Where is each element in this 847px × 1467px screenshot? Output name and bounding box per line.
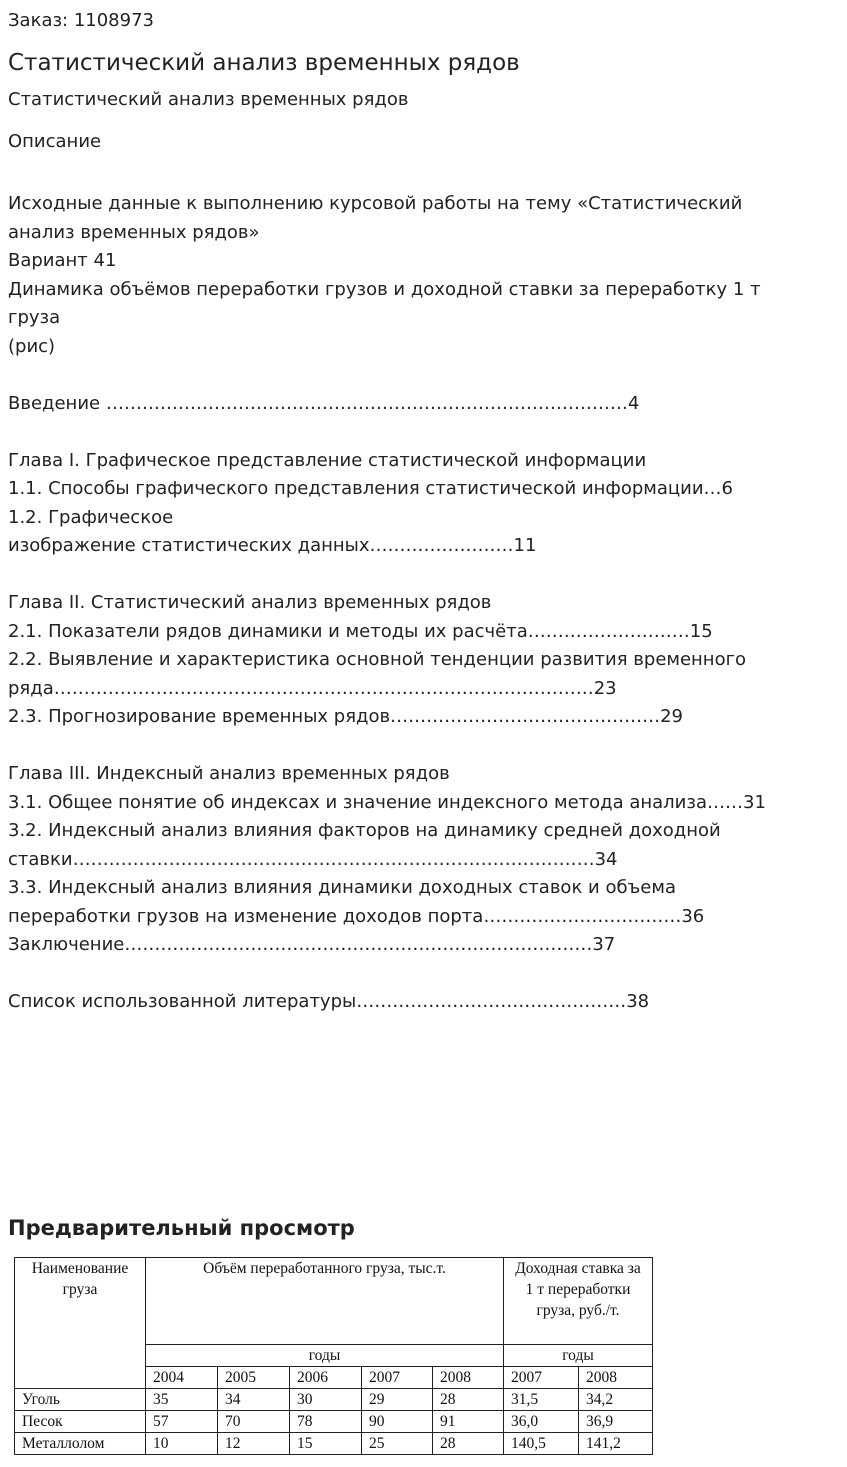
value-cell: 10 [146,1433,218,1455]
value-cell: 140,5 [504,1433,579,1455]
description-line: ставки……………………………………………………………………………34 [8,848,618,870]
value-cell: 31,5 [504,1389,579,1411]
volume-year-cell: 2008 [433,1367,504,1389]
cargo-name-cell: Песок [15,1411,146,1433]
volume-year-cell: 2006 [290,1367,362,1389]
description-line: Динамика объёмов переработки грузов и доходной ставки за переработку 1 т [8,278,761,300]
description-body [8,190,838,1017]
value-cell: 36,9 [579,1411,653,1433]
volume-year-cell: 2005 [218,1367,290,1389]
value-cell: 30 [290,1389,362,1411]
blank-line [8,561,838,590]
description-line: 2.3. Прогнозирование временных рядов………………………………………29 [8,706,683,727]
value-cell: 29 [362,1389,433,1411]
cargo-table [14,1257,653,1455]
value-cell: 12 [218,1433,290,1455]
description-line: Глава II. Статистический анализ временных рядов [8,592,492,613]
description-line: ряда………………………………………………………………………………23 [8,677,617,699]
page-title: Статистический анализ временных рядов [8,50,520,76]
value-cell: 25 [362,1433,433,1455]
volume-year-cell: 2004 [146,1367,218,1389]
blank-line [8,960,838,989]
description-line: Заключение……………………………………………………………………37 [8,934,616,955]
preview-heading: Предварительный просмотр [8,1216,355,1240]
table-row [15,1389,653,1411]
value-cell: 70 [218,1411,290,1433]
value-cell: 28 [433,1389,504,1411]
rate-years-label: годы [504,1345,653,1367]
description-line: Вариант 41 [8,250,117,271]
rate-year-cell: 2008 [579,1367,653,1389]
volume-years-label: годы [146,1345,504,1367]
value-cell: 91 [433,1411,504,1433]
volume-header: Объём переработанного груза, тыс.т. [146,1258,504,1345]
value-cell: 90 [362,1411,433,1433]
value-cell: 34 [218,1389,290,1411]
order-number: Заказ: 1108973 [8,10,154,31]
description-line: (рис) [8,335,56,357]
description-heading: Описание [8,131,102,152]
value-cell: 28 [433,1433,504,1455]
description-line: изображение статистических данных……………………11 [8,535,537,556]
description-line: Глава I. Графическое представление статистической информации [8,449,647,471]
description-line: 2.1. Показатели рядов динамики и методы их расчёта………………………15 [8,620,713,642]
table-row [15,1411,653,1433]
value-cell: 35 [146,1389,218,1411]
description-line: переработки грузов на изменение доходов порта……………………………36 [8,905,705,927]
value-cell: 141,2 [579,1433,653,1455]
description-line: 1.2. Графическое [8,506,174,528]
description-line: груза [8,307,61,328]
description-line: Введение ……………………………………………………………………………4 [8,392,640,414]
cargo-name-cell: Уголь [15,1389,146,1411]
value-cell: 15 [290,1433,362,1455]
description-line: 2.2. Выявление и характеристика основной тенденции развития временного [8,649,747,670]
value-cell: 57 [146,1411,218,1433]
page-subtitle: Статистический анализ временных рядов [8,89,409,110]
rate-header: Доходная ставка за 1 т переработки груза, руб./т. [504,1258,653,1345]
preview-table-wrapper [14,1257,653,1455]
table-row [15,1433,653,1455]
blank-line [8,418,838,447]
volume-year-cell: 2007 [362,1367,433,1389]
description-line: анализ временных рядов» [8,221,260,243]
value-cell: 34,2 [579,1389,653,1411]
cargo-name-header: Наименование груза [15,1258,146,1389]
description-line: 3.2. Индексный анализ влияния факторов на динамику средней доходной [8,820,721,841]
value-cell: 78 [290,1411,362,1433]
description-line: 3.3. Индексный анализ влияния динамики доходных ставок и объема [8,877,676,898]
blank-line [8,361,838,390]
cargo-name-cell: Металлолом [15,1433,146,1455]
rate-year-cell: 2007 [504,1367,579,1389]
description-line: Список использованной литературы………………………………………38 [8,991,650,1012]
description-line: 3.1. Общее понятие об индексах и значение индексного метода анализа……31 [8,791,766,813]
blank-line [8,732,838,761]
description-line: Глава III. Индексный анализ временных рядов [8,763,450,784]
value-cell: 36,0 [504,1411,579,1433]
description-line: 1.1. Способы графического представления статистической информации…6 [8,478,733,499]
description-line: Исходные данные к выполнению курсовой работы на тему «Статистический [8,193,743,214]
